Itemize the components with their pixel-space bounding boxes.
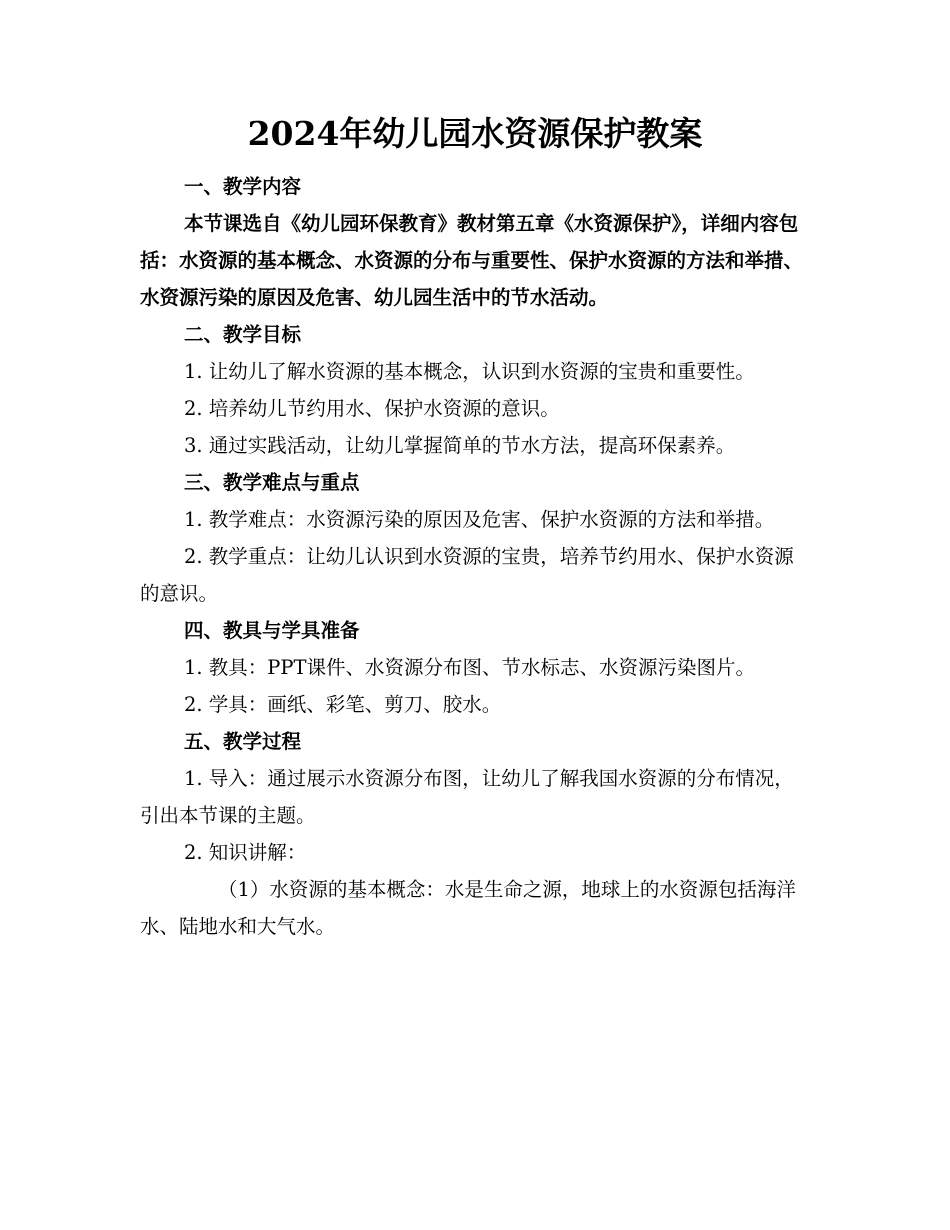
list-item: 1. 让幼儿了解水资源的基本概念，认识到水资源的宝贵和重要性。 [184, 360, 755, 383]
list-item: 1. 导入：通过展示水资源分布图，让幼儿了解我国水资源的分布情况，引出本节课的主题。 [140, 767, 794, 827]
section-heading: 三、教学难点与重点 [184, 471, 360, 494]
list-item: 3. 通过实践活动，让幼儿掌握简单的节水方法，提高环保素养。 [184, 434, 736, 457]
document-body [140, 168, 812, 945]
document-title: 2024年幼儿园水资源保护教案 [247, 114, 703, 153]
paragraph: 本节课选自《幼儿园环保教育》教材第五章《水资源保护》，详细内容包括：水资源的基本概念、水资源的分布与重要性、保护水资源的方法和举措、水资源污染的原因及危害、幼儿园生活中的节水活动。 [140, 212, 804, 309]
section-heading: 五、教学过程 [184, 730, 302, 753]
section-heading: 一、教学内容 [184, 175, 302, 198]
list-item: 2. 培养幼儿节约用水、保护水资源的意识。 [184, 397, 560, 420]
sub-list-item: （1）水资源的基本概念：水是生命之源，地球上的水资源包括海洋水、陆地水和大气水。 [140, 878, 796, 938]
list-item: 2. 知识讲解： [184, 841, 307, 864]
section-heading: 二、教学目标 [184, 323, 302, 346]
list-item: 2. 教学重点：让幼儿认识到水资源的宝贵，培养节约用水、保护水资源的意识。 [140, 545, 794, 605]
section-heading: 四、教具与学具准备 [184, 619, 360, 642]
list-item: 1. 教具：PPT课件、水资源分布图、节水标志、水资源污染图片。 [184, 656, 756, 679]
list-item: 2. 学具：画纸、彩笔、剪刀、胶水。 [184, 693, 502, 716]
list-item: 1. 教学难点：水资源污染的原因及危害、保护水资源的方法和举措。 [184, 508, 775, 531]
